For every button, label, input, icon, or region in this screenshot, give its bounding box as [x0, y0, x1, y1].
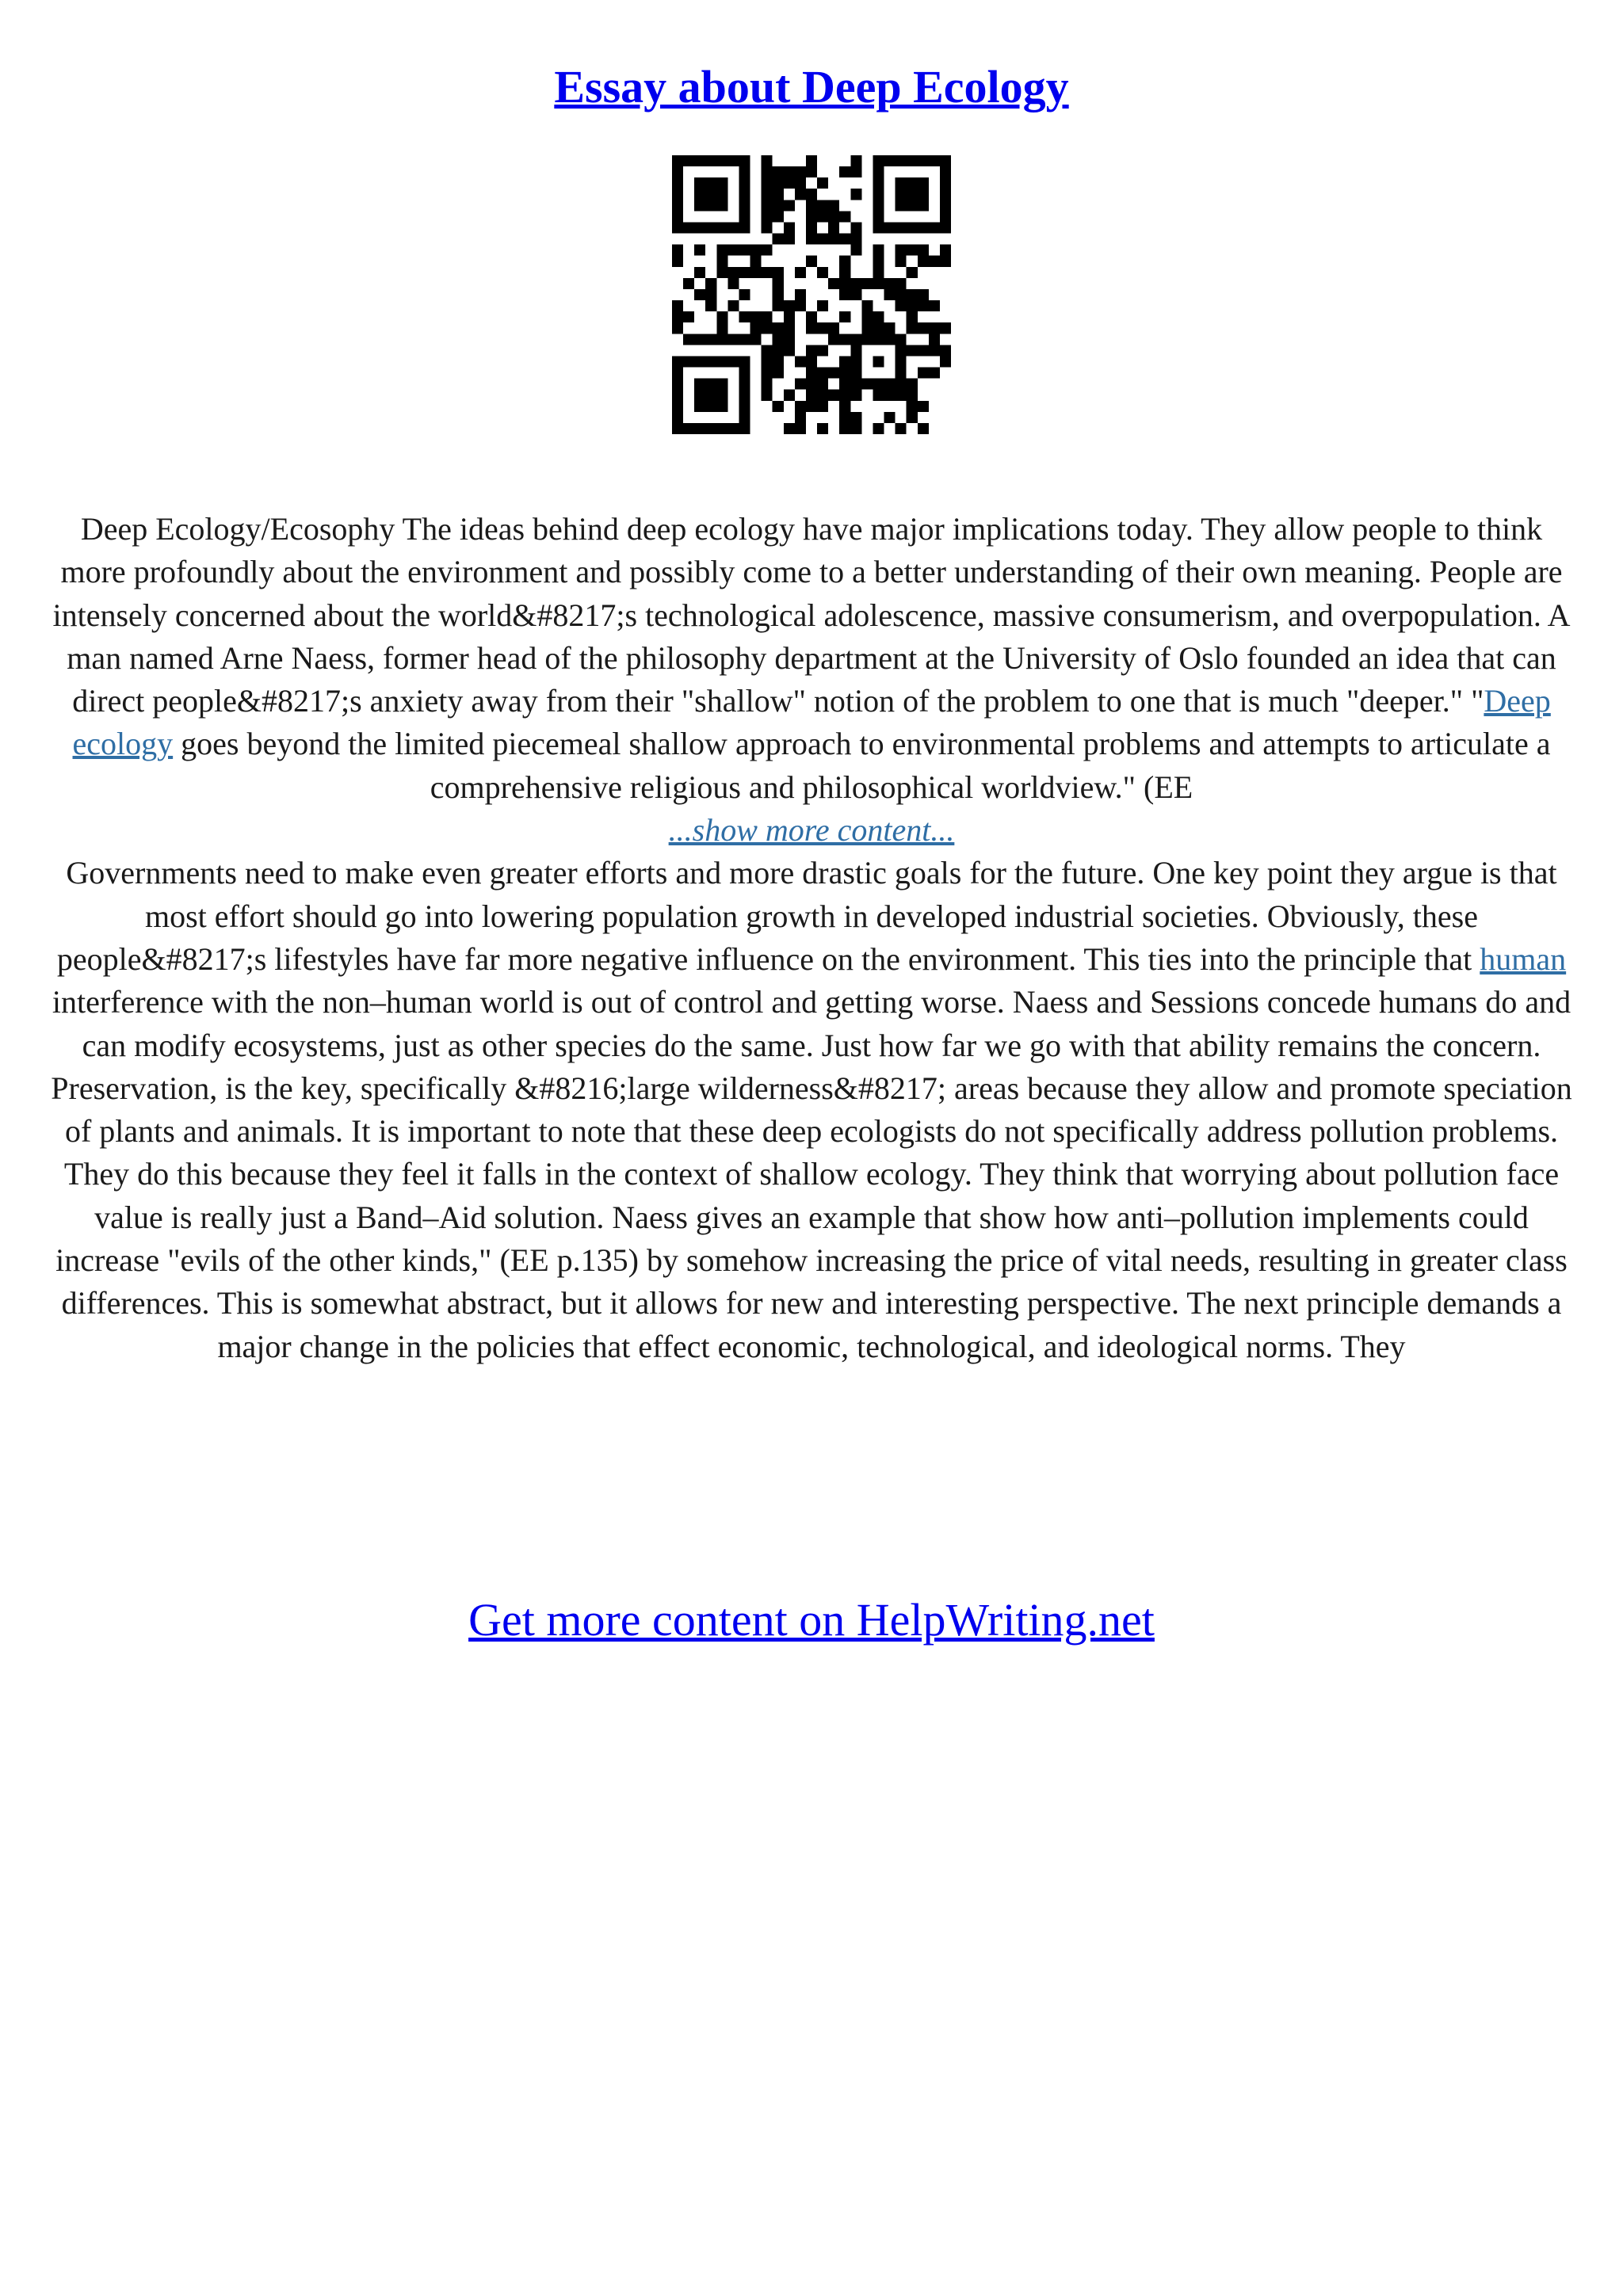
qr-module	[795, 401, 806, 412]
qr-module	[773, 267, 784, 278]
qr-module	[750, 311, 762, 322]
qr-module	[727, 334, 739, 345]
qr-module	[850, 390, 861, 401]
qr-module	[907, 401, 918, 412]
qr-module	[750, 256, 762, 267]
qr-module	[884, 278, 896, 289]
qr-module	[762, 177, 773, 189]
qr-module	[850, 189, 861, 200]
qr-module	[727, 245, 739, 256]
qr-module	[817, 345, 828, 356]
qr-module	[861, 311, 873, 322]
qr-module	[839, 256, 850, 267]
qr-module	[806, 311, 817, 322]
qr-module	[784, 166, 795, 177]
qr-module	[806, 379, 817, 390]
qr-module	[940, 322, 951, 334]
qr-module	[884, 390, 896, 401]
qr-module	[896, 390, 907, 401]
qr-module	[683, 311, 694, 322]
qr-module	[784, 311, 795, 322]
qr-module	[773, 345, 784, 356]
qr-module	[795, 289, 806, 300]
qr-module	[806, 356, 817, 367]
qr-module	[940, 245, 951, 256]
qr-module	[873, 256, 884, 267]
qr-module	[839, 289, 850, 300]
qr-module	[806, 189, 817, 200]
qr-module	[817, 200, 828, 211]
qr-module	[694, 334, 705, 345]
qr-module	[940, 356, 951, 367]
qr-module	[918, 368, 929, 379]
qr-module	[907, 412, 918, 423]
qr-module	[784, 334, 795, 345]
qr-module	[873, 267, 884, 278]
qr-module	[828, 234, 839, 245]
title-link[interactable]: Essay about Deep Ecology	[554, 61, 1069, 113]
qr-module	[918, 322, 929, 334]
qr-module	[773, 289, 784, 300]
qr-module	[762, 166, 773, 177]
qr-module	[907, 390, 918, 401]
deep-ecology-link[interactable]: Deep ecology	[72, 683, 1551, 762]
qr-module	[784, 390, 795, 401]
essay-paragraph-1	[48, 508, 1575, 809]
qr-module	[850, 412, 861, 423]
qr-module	[806, 200, 817, 211]
qr-module	[716, 267, 727, 278]
qr-module	[918, 401, 929, 412]
qr-module	[773, 166, 784, 177]
qr-module	[828, 322, 839, 334]
qr-module	[716, 245, 727, 256]
qr-module	[762, 155, 773, 166]
qr-module	[907, 300, 918, 311]
qr-module	[727, 300, 739, 311]
qr-module	[929, 300, 940, 311]
qr-module	[918, 300, 929, 311]
qr-module	[873, 390, 884, 401]
qr-module	[672, 245, 683, 256]
qr-module	[727, 278, 739, 289]
qr-module	[762, 200, 773, 211]
qr-module	[817, 423, 828, 434]
qr-module	[896, 300, 907, 311]
qr-module	[762, 356, 773, 367]
qr-module	[762, 211, 773, 222]
qr-module	[750, 245, 762, 256]
qr-module	[839, 334, 850, 345]
show-more-link[interactable]: ...show more content...	[668, 812, 955, 849]
qr-module	[773, 401, 784, 412]
qr-module	[672, 256, 683, 267]
qr-module	[861, 322, 873, 334]
qr-module	[817, 368, 828, 379]
qr-module	[918, 345, 929, 356]
qr-module	[861, 300, 873, 311]
qr-module	[907, 379, 918, 390]
qr-module	[762, 189, 773, 200]
qr-module	[705, 300, 716, 311]
qr-module	[828, 390, 839, 401]
qr-module	[929, 368, 940, 379]
qr-module	[918, 423, 929, 434]
qr-module	[795, 379, 806, 390]
qr-module	[784, 423, 795, 434]
qr-module	[817, 401, 828, 412]
qr-module	[817, 322, 828, 334]
qr-module	[817, 234, 828, 245]
qr-module	[683, 278, 694, 289]
qr-module	[896, 289, 907, 300]
qr-module	[828, 334, 839, 345]
qr-module	[884, 289, 896, 300]
qr-module	[762, 322, 773, 334]
qr-module	[750, 322, 762, 334]
qr-module	[873, 245, 884, 256]
qr-module	[773, 177, 784, 189]
qr-module	[896, 245, 907, 256]
qr-module	[773, 300, 784, 311]
qr-module	[839, 368, 850, 379]
helpwriting-link[interactable]: Get more content on HelpWriting.net	[468, 1594, 1155, 1646]
qr-module	[806, 256, 817, 267]
qr-module	[817, 300, 828, 311]
qr-module	[896, 256, 907, 267]
qr-module	[907, 267, 918, 278]
qr-module	[817, 177, 828, 189]
qr-module	[850, 245, 861, 256]
qr-module	[873, 311, 884, 322]
qr-module	[828, 211, 839, 222]
qr-module	[839, 423, 850, 434]
qr-module	[817, 267, 828, 278]
qr-module	[773, 322, 784, 334]
qr-module	[784, 177, 795, 189]
essay-paragraph-1-text-b: goes beyond the limited piecemeal shallow approach to environmental problems and attempts to articulate a comprehensive religious and philosophical worldview." (EE	[173, 726, 1551, 805]
qr-module	[750, 267, 762, 278]
footer-cta	[0, 1589, 1623, 1652]
essay-paragraph-1-text-a: Deep Ecology/Ecosophy The ideas behind deep ecology have major implications today. They allow people to think more profoundly about the environment and possibly come to a better understanding of their own meaning. People are intensely concerned about the world&#8217;s technological adolescence, massive consumerism, and overpopulation. A man named Arne Naess, former head of the philosophy department at the University of Oslo founded an idea that can direct people&#8217;s anxiety away from their "shallow" notion of the problem to one that is much "deeper." "	[52, 511, 1571, 719]
qr-module	[784, 345, 795, 356]
qr-module	[716, 322, 727, 334]
qr-module	[896, 423, 907, 434]
qr-module	[907, 311, 918, 322]
qr-module	[817, 379, 828, 390]
qr-module	[773, 334, 784, 345]
qr-module	[716, 334, 727, 345]
qr-module	[806, 322, 817, 334]
qr-module	[806, 155, 817, 166]
qr-module	[806, 211, 817, 222]
qr-module	[839, 234, 850, 245]
qr-module	[762, 390, 773, 401]
essay-excerpt	[48, 508, 1575, 1368]
qr-module	[817, 211, 828, 222]
qr-module	[907, 245, 918, 256]
qr-module	[705, 334, 716, 345]
qr-module	[784, 234, 795, 245]
qr-module	[795, 267, 806, 278]
qr-module	[929, 322, 940, 334]
qr-module	[918, 245, 929, 256]
qr-module	[795, 166, 806, 177]
qr-module	[828, 200, 839, 211]
qr-module	[683, 334, 694, 345]
qr-module	[795, 356, 806, 367]
qr-module	[773, 211, 784, 222]
show-more-row	[48, 809, 1575, 852]
qr-module	[907, 345, 918, 356]
qr-module	[762, 311, 773, 322]
qr-module	[850, 166, 861, 177]
qr-module	[773, 368, 784, 379]
qr-module	[839, 412, 850, 423]
qr-module	[694, 267, 705, 278]
qr-module	[784, 322, 795, 334]
qr-module	[762, 267, 773, 278]
qr-module	[795, 189, 806, 200]
qr-code-image	[672, 155, 951, 434]
qr-module	[940, 345, 951, 356]
qr-module	[873, 423, 884, 434]
essay-paragraph-2	[48, 852, 1575, 1368]
qr-module	[839, 166, 850, 177]
qr-module	[918, 289, 929, 300]
qr-module	[873, 278, 884, 289]
qr-module	[929, 345, 940, 356]
qr-module	[850, 234, 861, 245]
qr-module	[839, 401, 850, 412]
qr-module	[694, 245, 705, 256]
qr-module	[839, 211, 850, 222]
qr-module	[672, 311, 683, 322]
qr-module	[773, 200, 784, 211]
qr-module	[929, 256, 940, 267]
qr-module	[839, 278, 850, 289]
qr-module	[716, 256, 727, 267]
qr-module	[918, 256, 929, 267]
qr-module	[907, 289, 918, 300]
essay-paragraph-2-text-b: interference with the non–human world is out of control and getting worse. Naess and Sessions concede humans do and can modify ecosystems, just as other species do the same. Just how far we go with that ability remains the concern. Preservation, is the key, specifically &#8216;large wilderness&#8217; areas because they allow and promote speciation of plants and animals. It is important to note that these deep ecologists do not specifically address pollution problems. They do this because they feel it falls in the context of shallow ecology. They think that worrying about pollution face value is really just a Band–Aid solution. Naess gives an example that show how anti–pollution implements could increase "evils of the other kinds," (EE p.135) by somehow increasing the price of vital needs, resulting in greater class differences. This is somewhat abstract, but it allows for new and interesting perspective. The next principle demands a major change in the policies that effect economic, technological, and ideological norms. They	[51, 984, 1572, 1364]
qr-module	[773, 234, 784, 245]
qr-module	[773, 356, 784, 367]
qr-module	[773, 189, 784, 200]
qr-module	[762, 368, 773, 379]
qr-module	[806, 401, 817, 412]
qr-module	[839, 390, 850, 401]
qr-module	[806, 234, 817, 245]
qr-module	[784, 300, 795, 311]
essay-paragraph-2-text-a: Governments need to make even greater efforts and more drastic goals for the future. One key point they argue is that most effort should go into lowering population growth in developed industrial societies. Obviously, these people&#8217;s lifestyles have far more negative influence on the environment. This ties into the principle that	[56, 855, 1557, 977]
qr-module	[806, 368, 817, 379]
qr-module	[672, 322, 683, 334]
qr-module	[839, 379, 850, 390]
qr-module	[850, 155, 861, 166]
qr-module	[828, 278, 839, 289]
qr-module	[817, 390, 828, 401]
qr-module	[884, 322, 896, 334]
qr-module	[806, 166, 817, 177]
qr-module	[750, 334, 762, 345]
qr-module	[873, 322, 884, 334]
human-link[interactable]: human	[1480, 940, 1567, 977]
qr-module	[839, 311, 850, 322]
qr-module	[694, 289, 705, 300]
qr-module	[727, 267, 739, 278]
qr-module	[884, 412, 896, 423]
qr-module	[861, 278, 873, 289]
qr-module	[784, 200, 795, 211]
qr-module	[850, 278, 861, 289]
qr-module	[795, 412, 806, 423]
qr-module	[896, 278, 907, 289]
qr-module	[850, 289, 861, 300]
qr-module	[806, 345, 817, 356]
qr-module	[773, 278, 784, 289]
qr-module	[929, 334, 940, 345]
qr-module	[762, 345, 773, 356]
qr-module	[705, 278, 716, 289]
qr-module	[705, 289, 716, 300]
qr-module	[716, 311, 727, 322]
qr-code	[672, 155, 951, 434]
qr-module	[839, 356, 850, 367]
page-title	[0, 55, 1623, 119]
qr-module	[850, 423, 861, 434]
qr-module	[795, 177, 806, 189]
qr-module	[806, 390, 817, 401]
qr-module	[828, 368, 839, 379]
qr-module	[795, 423, 806, 434]
qr-module	[839, 267, 850, 278]
qr-module	[762, 379, 773, 390]
qr-module	[762, 245, 773, 256]
qr-module	[672, 300, 683, 311]
qr-module	[940, 256, 951, 267]
qr-module	[907, 322, 918, 334]
qr-module	[795, 300, 806, 311]
